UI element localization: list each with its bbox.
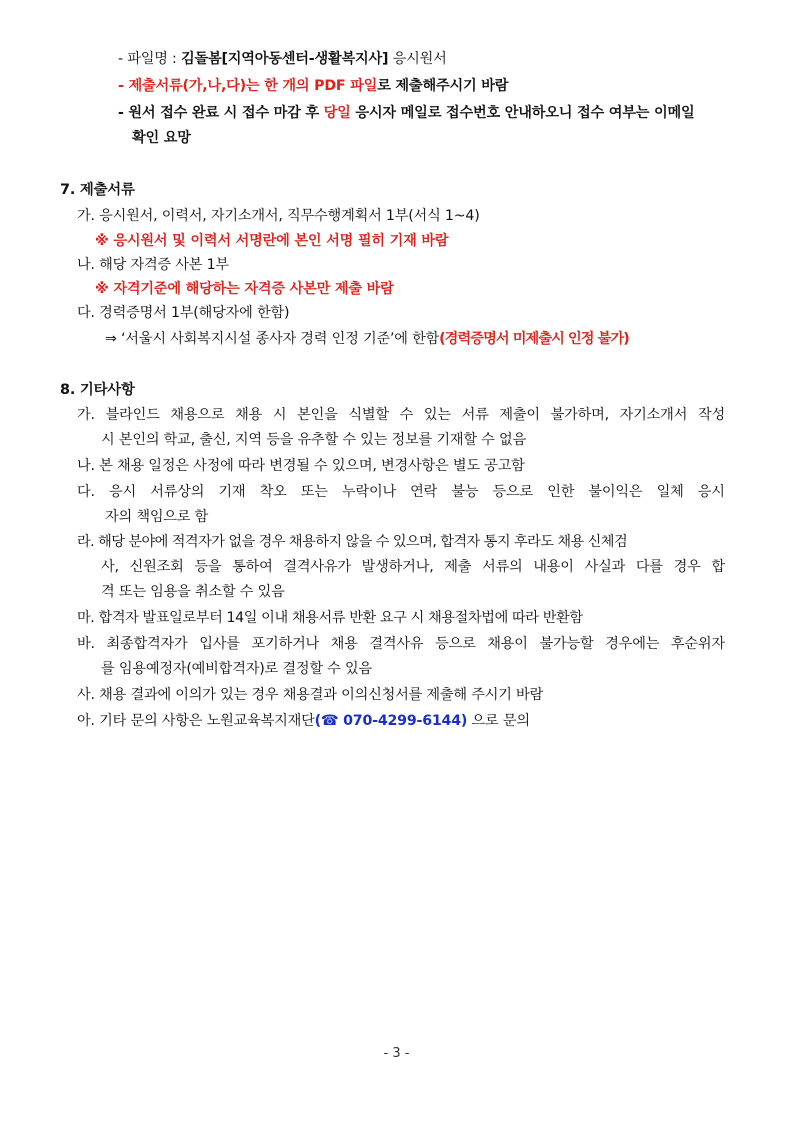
sec8-item-a-suffix: 으로 문의 [467, 713, 530, 729]
section-8-title: 8. 기타사항 [60, 382, 135, 398]
justified-word: 경우 [673, 559, 701, 575]
justified-word: 서류상의 [150, 484, 205, 500]
justified-word: 수 [399, 407, 414, 423]
justified-word: 응시 [697, 484, 725, 500]
justified-word: 불능 [451, 484, 479, 500]
justified-word: 채용 [235, 407, 263, 423]
sec8-item-ma: 마. 합격자 발표일로부터 14일 이내 채용서류 반환 요구 시 채용절차법에 따라 반환함 [77, 610, 583, 626]
justified-word: 자기소개서 [619, 407, 688, 423]
justified-word: 서류 [461, 407, 489, 423]
sec7-note-ga: ※ 응시원서 및 이력서 서명란에 본인 서명 필히 기재 바람 [95, 233, 449, 249]
justified-word: 불가능할 [539, 636, 594, 652]
justified-word: 불이익은 [588, 484, 643, 500]
justified-word: 발생하거나, [361, 559, 434, 575]
justified-word: 누락이나 [341, 484, 396, 500]
justified-word: 사, [101, 559, 119, 575]
sec8-item-na: 나. 본 채용 일정은 사정에 따라 변경될 수 있으며, 변경사항은 별도 공고함 [77, 458, 525, 474]
sec8-item-ba-line2: 를 임용예정자(예비합격자)로 결정할 수 있음 [101, 661, 373, 677]
justified-word: 사실과 [584, 559, 626, 575]
justified-word: 작성 [697, 407, 725, 423]
sec8-item-ba-line1 [77, 634, 725, 654]
mail-notice-part-a: - 원서 접수 완료 시 접수 마감 후 [118, 105, 324, 121]
justified-word: 착오 [259, 484, 287, 500]
justified-word: 채용이 [487, 636, 528, 652]
pdf-dash: - [118, 78, 129, 94]
justified-word: 불가하며, [550, 407, 609, 423]
file-name-prefix: - 파일명 : [118, 51, 181, 67]
justified-word: 결격사유 [369, 636, 424, 652]
sec8-item-ga-line1 [77, 405, 725, 425]
file-name-suffix: 응시원서 [388, 51, 447, 67]
justified-word: 채용으로 [170, 407, 225, 423]
justified-word: 일체 [656, 484, 684, 500]
justified-word: 등으로 [492, 484, 534, 500]
mail-notice-line-2: 확인 요망 [132, 130, 191, 146]
sec8-item-da-line2: 자의 책임으로 함 [105, 509, 209, 525]
justified-word: 다. [77, 484, 95, 500]
page-number: - 3 - [383, 1046, 410, 1061]
phone-number: (☎ 070-4299-6144) [314, 713, 468, 729]
justified-word: 가. [77, 407, 95, 423]
sec8-item-ga-line2: 시 본인의 학교, 출신, 지역 등을 유추할 수 있는 정보를 기재할 수 없음 [101, 432, 526, 448]
justified-word: 바. [77, 636, 95, 652]
justified-word: 입사를 [199, 636, 240, 652]
sec7-note-da [105, 329, 629, 349]
mail-notice-red: 당일 [323, 105, 351, 121]
justified-word: 제출이 [499, 407, 540, 423]
justified-word: 응시 [109, 484, 137, 500]
sec8-item-sa: 사. 채용 결과에 이의가 있는 경우 채용결과 이의신청서를 제출해 주시기 바람 [77, 687, 544, 703]
sec7-item-da: 다. 경력증명서 1부(해당자에 한함) [77, 305, 290, 321]
sec7-note-da-red: (경력증명서 미제출시 인정 불가) [439, 331, 629, 347]
justified-word: 또는 [300, 484, 328, 500]
justified-word: 서류의 [482, 559, 523, 575]
justified-word: 신원조회 [129, 559, 184, 575]
sec7-item-ga: 가. 응시원서, 이력서, 자기소개서, 직무수행계획서 1부(서식 1~4) [77, 208, 480, 224]
justified-word: 제출 [444, 559, 472, 575]
sec8-item-a [77, 711, 530, 731]
justified-word: 등으로 [435, 636, 476, 652]
justified-word: 기재 [218, 484, 246, 500]
sec7-note-da-text: ⇒ ‘서울시 사회복지시설 종사자 경력 인정 기준’에 한함 [105, 331, 440, 347]
mail-notice-line [118, 103, 694, 123]
justified-word: 블라인드 [105, 407, 160, 423]
justified-word: 합 [711, 559, 725, 575]
justified-word: 인한 [547, 484, 575, 500]
justified-word: 내용이 [533, 559, 574, 575]
sec7-note-na: ※ 자격기준에 해당하는 자격증 사본만 제출 바람 [95, 281, 394, 297]
justified-word: 다를 [635, 559, 663, 575]
justified-word: 등을 [194, 559, 222, 575]
sec8-item-a-prefix: 아. 기타 문의 사항은 노원교육복지재단 [77, 713, 315, 729]
justified-word: 결격사유가 [283, 559, 351, 575]
justified-word: 통하여 [232, 559, 273, 575]
justified-word: 식별할 [348, 407, 389, 423]
sec8-item-ra-line1: 라. 해당 분야에 적격자가 없을 경우 채용하지 않을 수 있으며, 합격자 통지 후라도 채용 신체검 [77, 534, 628, 550]
sec8-item-ra-line2 [101, 557, 725, 577]
sec8-item-ra-line3: 격 또는 임용을 취소할 수 있음 [101, 584, 285, 600]
justified-word: 경우에는 [605, 636, 660, 652]
justified-word: 포기하거나 [251, 636, 319, 652]
pdf-instruction-black: 로 제출해주시기 바람 [377, 78, 509, 94]
justified-word: 연락 [410, 484, 438, 500]
file-name-line [118, 49, 447, 69]
justified-word: 시 [272, 407, 287, 423]
justified-word: 후순위자 [670, 636, 725, 652]
justified-word: 채용 [330, 636, 358, 652]
sec7-item-na: 나. 해당 자격증 사본 1부 [77, 257, 229, 273]
mail-notice-part-b: 응시자 메일로 접수번호 안내하오니 접수 여부는 이메일 [350, 105, 695, 121]
justified-word: 최종합격자가 [106, 636, 188, 652]
file-name-example: 김돌봄[지역아동센터-생활복지사] [180, 51, 389, 67]
justified-word: 있는 [423, 407, 451, 423]
justified-word: 본인을 [297, 407, 338, 423]
pdf-instruction-line [118, 76, 508, 96]
section-7-title: 7. 제출서류 [60, 182, 135, 198]
sec8-item-da-line1 [77, 482, 725, 502]
pdf-instruction-red: 제출서류(가,나,다)는 한 개의 PDF 파일 [128, 78, 378, 94]
